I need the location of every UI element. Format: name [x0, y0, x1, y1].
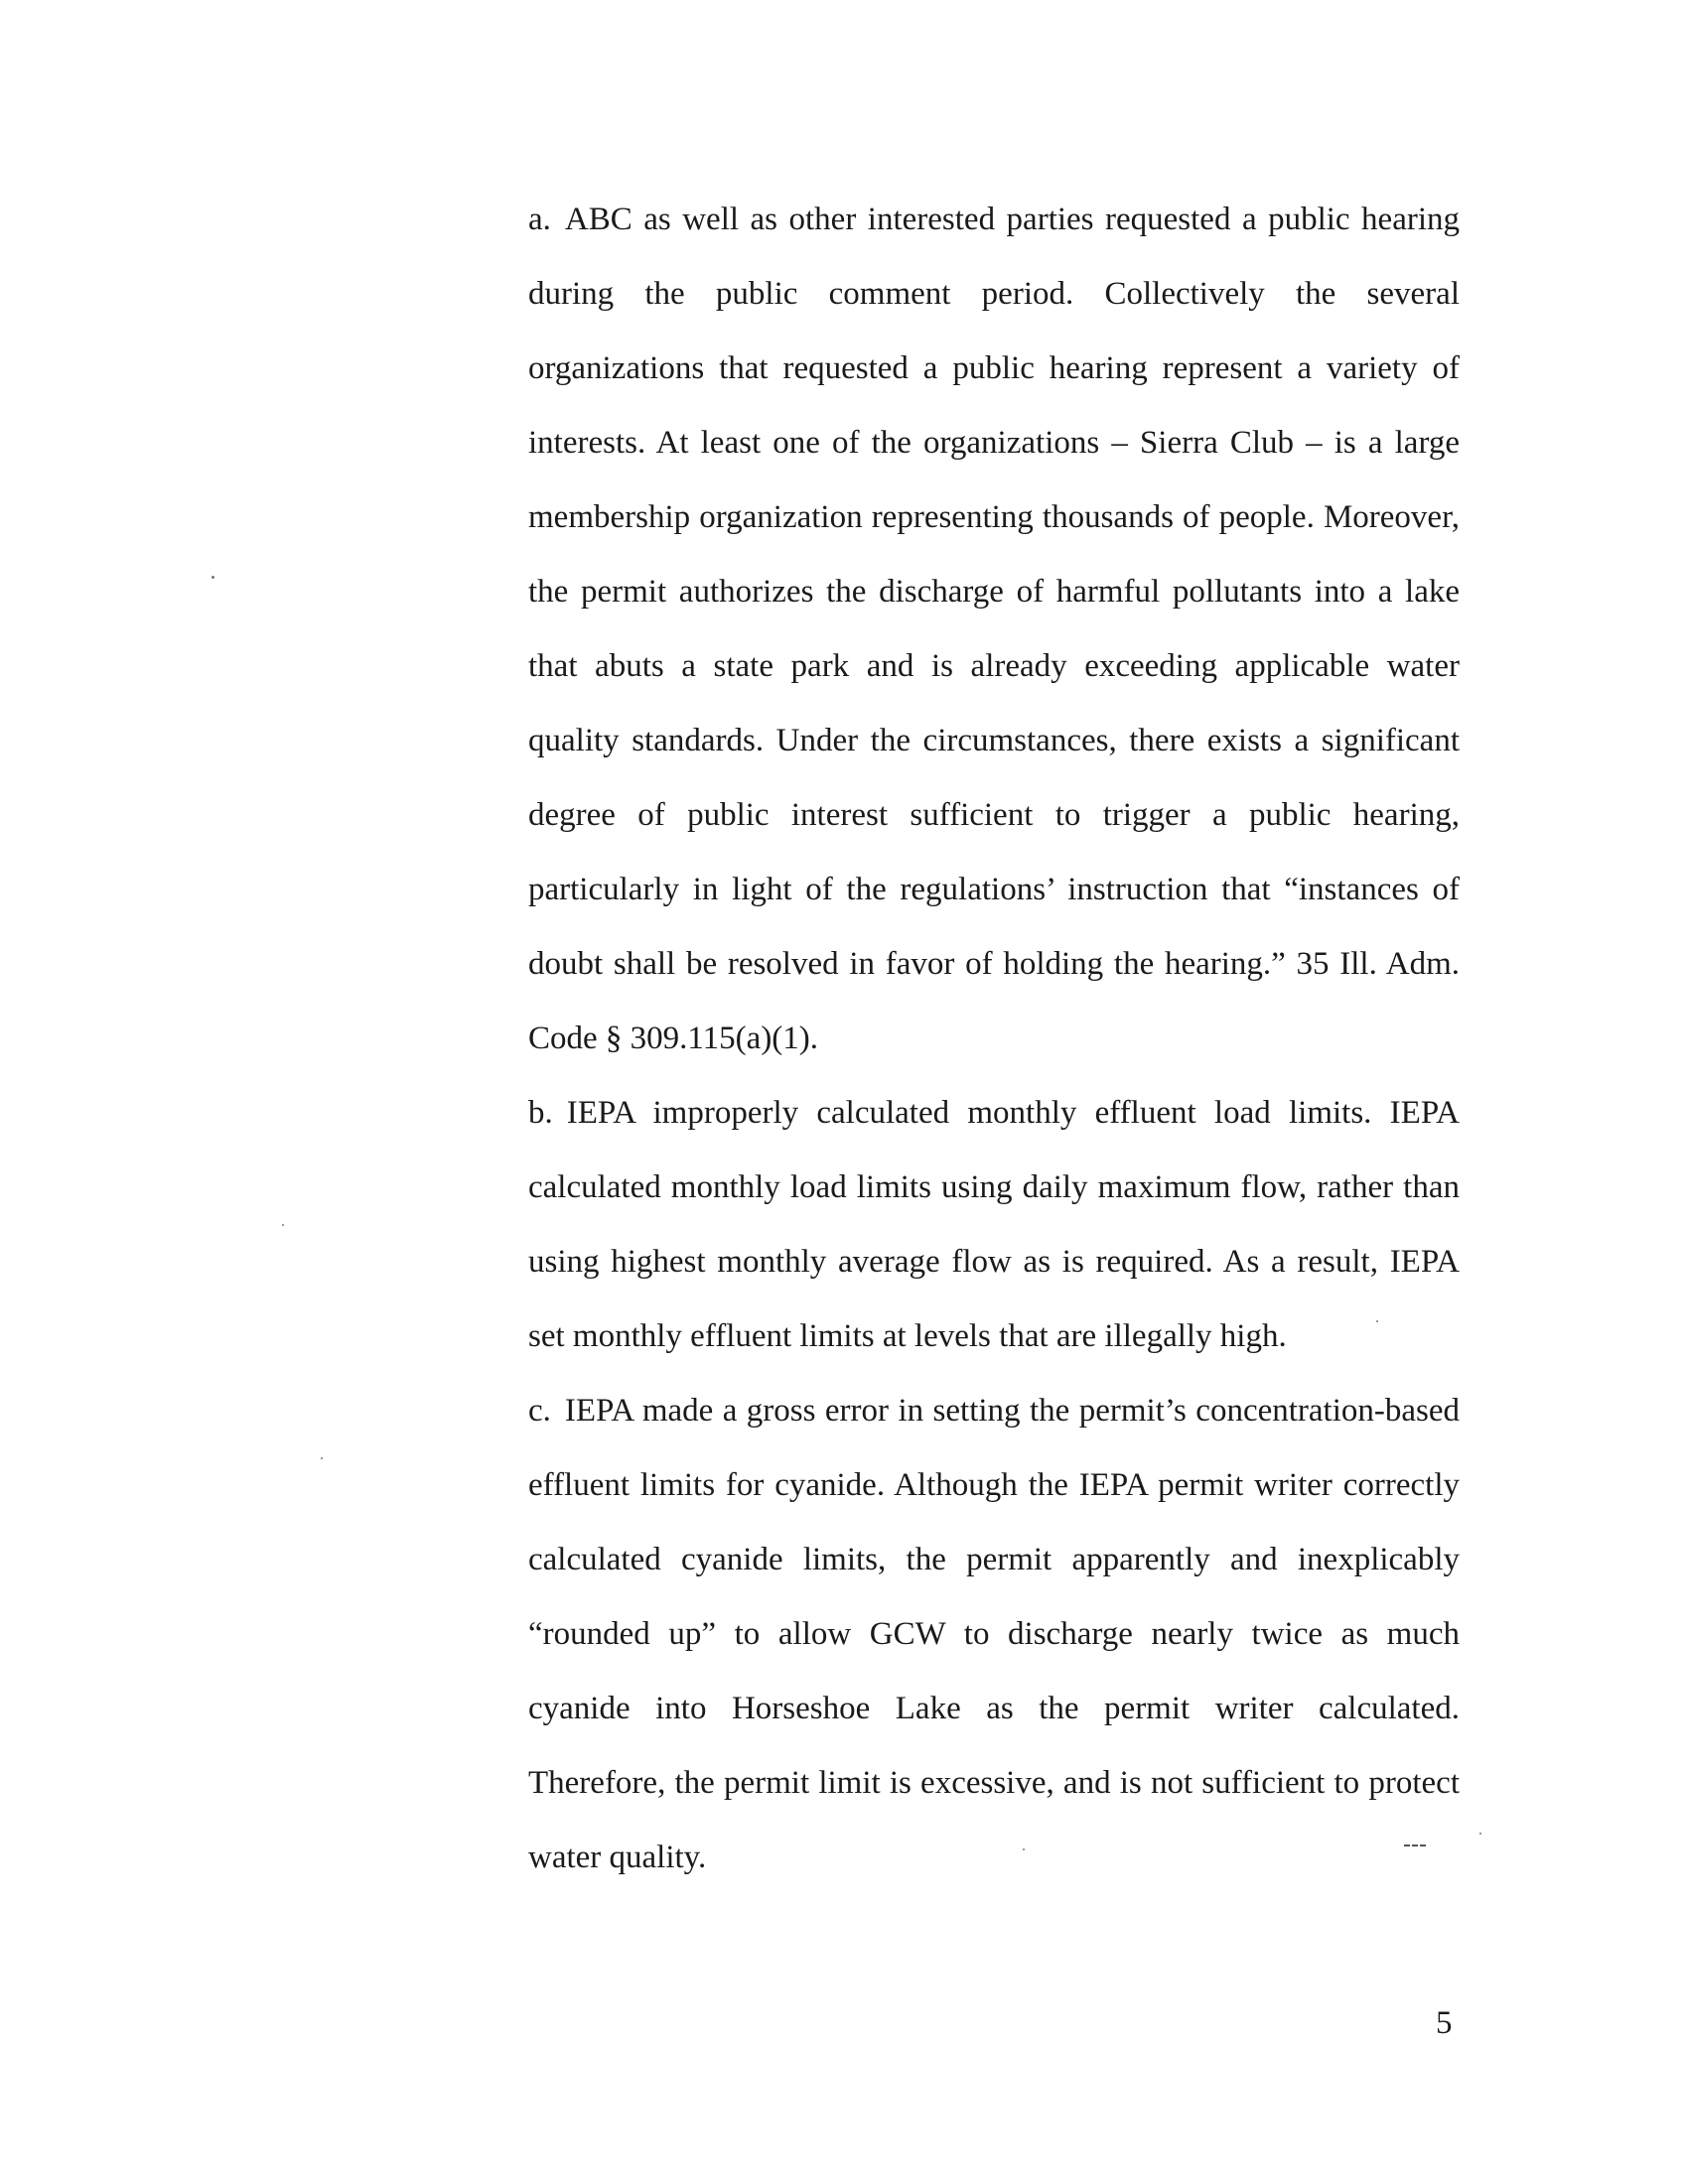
document-body — [528, 183, 1460, 1895]
paragraph-c — [528, 1374, 1460, 1895]
paragraph-marker: a. — [528, 202, 551, 237]
scan-speck — [282, 1224, 284, 1226]
page-number: 5 — [1436, 2005, 1453, 2041]
paragraph-text: IEPA made a gross error in setting the permit’s concentration-based effluent limits for cyanide. Although the IEPA permit writer correctly calculated cyanide limits, the permit apparently and inexplicably “rounded up” to allow GCW to discharge nearly twice as much cyanide into Horseshoe Lake as the permit writer calculated. Therefore, the permit limit is excessive, and is not sufficient to protect water quality. — [528, 1393, 1460, 1875]
paragraph-text: ABC as well as other interested parties requested a public hearing during the public comment period. Collectively the several organizations that requested a public hearing represent a variety of interests. At least one of the organizations – Sierra Club – is a large membership organization representing thousands of people. Moreover, the permit authorizes the discharge of harmful pollutants into a lake that abuts a state park and is already exceeding applicable water quality standards. Under the circumstances, there exists a significant degree of public interest sufficient to trigger a public hearing, particularly in light of the regulations’ instruction that “instances of doubt shall be resolved in favor of holding the hearing.” 35 Ill. Adm. Code § 309.115(a)(1). — [528, 202, 1460, 1056]
scan-speck — [1023, 1848, 1025, 1850]
scan-dash-mark — [1404, 1844, 1426, 1848]
scan-speck — [1479, 1833, 1481, 1835]
paragraph-marker: b. — [528, 1095, 553, 1131]
paragraph-a — [528, 183, 1460, 1076]
scan-speck — [321, 1457, 323, 1459]
scan-speck — [211, 576, 214, 579]
paragraph-b — [528, 1076, 1460, 1374]
paragraph-text: IEPA improperly calculated monthly effluent load limits. IEPA calculated monthly load limits using daily maximum flow, rather than using highest monthly average flow as is required. As a result, IEPA set monthly effluent limits at levels that are illegally high. — [528, 1095, 1460, 1354]
scan-speck — [1376, 1320, 1378, 1322]
paragraph-marker: c. — [528, 1393, 551, 1429]
